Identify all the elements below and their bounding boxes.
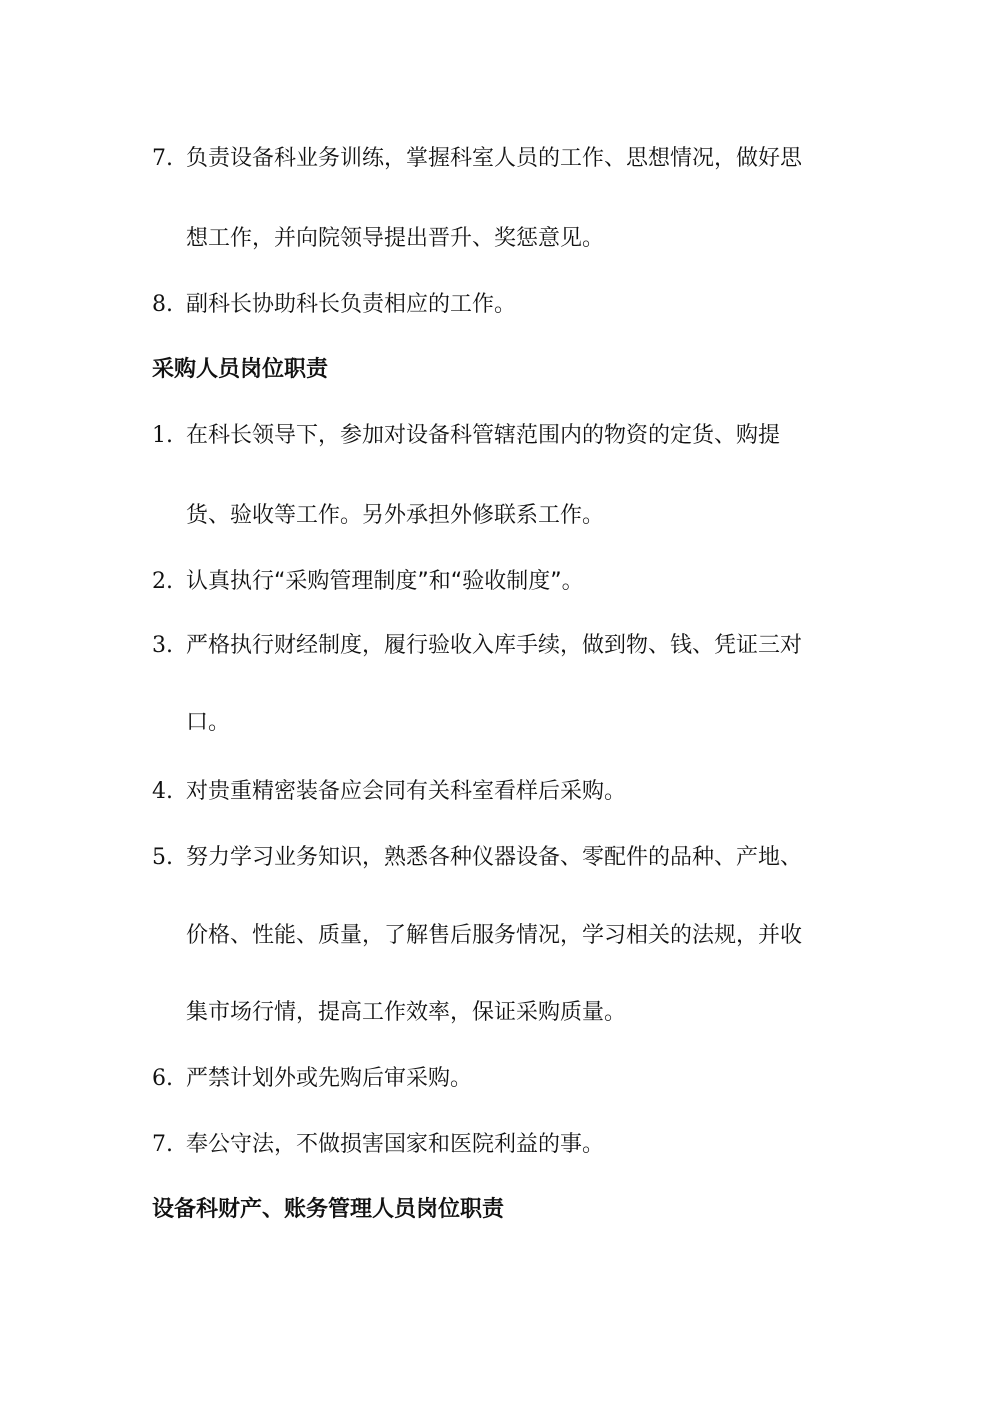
section-heading-purchase: 采购人员岗位职责: [152, 357, 329, 382]
list-text: 严格执行财经制度，履行验收入库手续，做到物、钱、凭证三对: [186, 633, 803, 658]
list-number: 7.: [152, 1132, 173, 1157]
list-text: 副科长协助科长负责相应的工作。: [186, 292, 517, 317]
section-heading-asset-management: 设备科财产、账务管理人员岗位职责: [152, 1197, 505, 1222]
purchase-item-5-line-2: [186, 896, 886, 976]
purchase-item-3-line-2: [186, 683, 886, 763]
purchase-item-3-line-1: [152, 606, 852, 686]
list-text: 对贵重精密装备应会同有关科室看样后采购。: [186, 779, 627, 804]
list-text: 在科长领导下，参加对设备科管辖范围内的物资的定货、购提: [186, 423, 781, 448]
list-number: 4.: [152, 779, 173, 804]
list-text: 价格、性能、质量，了解售后服务情况，学习相关的法规，并收: [186, 923, 803, 948]
list-text: 集市场行情，提高工作效率，保证采购质量。: [186, 1000, 627, 1025]
list-number: 5.: [152, 845, 173, 870]
list-text: 想工作，并向院领导提出晋升、奖惩意见。: [186, 226, 605, 251]
purchase-item-5-line-1: [152, 818, 852, 898]
list-number: 2.: [152, 569, 173, 594]
list-text: 负责设备科业务训练，掌握科室人员的工作、思想情况，做好思: [186, 146, 803, 171]
list-text: 奉公守法，不做损害国家和医院利益的事。: [186, 1132, 605, 1157]
list-number: 3.: [152, 633, 173, 658]
list-number: 8.: [152, 292, 173, 317]
list-item-7-line-1: [152, 119, 852, 199]
list-number: 7.: [152, 146, 173, 171]
list-text: 货、验收等工作。另外承担外修联系工作。: [186, 503, 605, 528]
list-number: 6.: [152, 1066, 173, 1091]
purchase-item-1-line-1: [152, 396, 852, 476]
list-text: 努力学习业务知识，熟悉各种仪器设备、零配件的品种、产地、: [186, 845, 803, 870]
list-text: 严禁计划外或先购后审采购。: [186, 1066, 473, 1091]
list-text: 口。: [186, 710, 231, 735]
list-item-8: [152, 265, 852, 345]
purchase-item-7: [152, 1105, 852, 1185]
list-text: 认真执行“采购管理制度”和“验收制度”。: [186, 569, 584, 594]
list-number: 1.: [152, 423, 173, 448]
